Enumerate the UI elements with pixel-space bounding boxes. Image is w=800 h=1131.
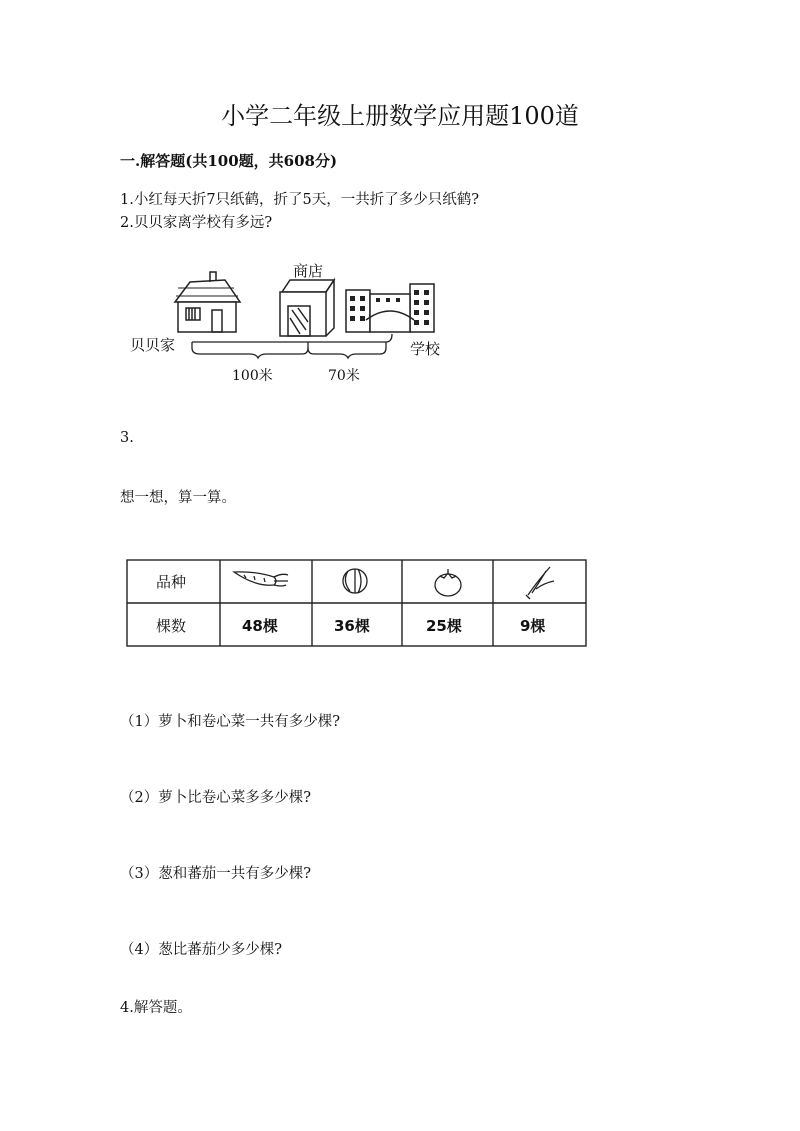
distance-1-label: 100米	[232, 368, 273, 384]
question-3-number: 3.	[120, 430, 134, 446]
question-4: 4.解答题。	[120, 1000, 192, 1016]
question-3-intro: 想一想，算一算。	[120, 490, 236, 506]
cabbage-count: 36棵	[334, 617, 370, 635]
question-2: 2.贝贝家离学校有多远?	[120, 215, 273, 231]
store-label: 商店	[293, 262, 324, 280]
house-icon	[175, 272, 240, 332]
subquestion-4: （4）葱比蕃茄少多少棵?	[120, 942, 282, 958]
tomato-count: 25棵	[426, 617, 462, 635]
carrot-count: 48棵	[242, 617, 278, 635]
school-label: 学校	[410, 340, 441, 358]
question-1: 1.小红每天折7只纸鹤，折了5天，一共折了多少只纸鹤?	[120, 192, 480, 208]
row-header-count: 棵数	[156, 617, 187, 635]
distance-line	[192, 334, 392, 358]
store-icon	[280, 280, 334, 336]
distance-figure	[130, 258, 470, 388]
subquestion-3: （3）葱和蕃茄一共有多少棵?	[120, 866, 311, 882]
page-title: 小学二年级上册数学应用题100道	[221, 102, 579, 130]
row-header-variety: 品种	[156, 573, 187, 591]
scallion-icon	[526, 567, 554, 599]
scallion-count: 9棵	[520, 617, 546, 635]
subquestion-1: （1）萝卜和卷心菜一共有多少棵?	[120, 714, 340, 730]
distance-2-label: 70米	[328, 368, 360, 384]
cabbage-icon	[343, 569, 367, 593]
carrot-icon	[234, 572, 288, 586]
subquestion-2: （2）萝卜比卷心菜多多少棵?	[120, 790, 311, 806]
home-label: 贝贝家	[130, 336, 176, 354]
section-heading: 一.解答题(共100题，共608分)	[120, 152, 338, 170]
school-icon	[346, 284, 434, 332]
tomato-icon	[435, 569, 461, 596]
planting-table	[126, 559, 588, 649]
